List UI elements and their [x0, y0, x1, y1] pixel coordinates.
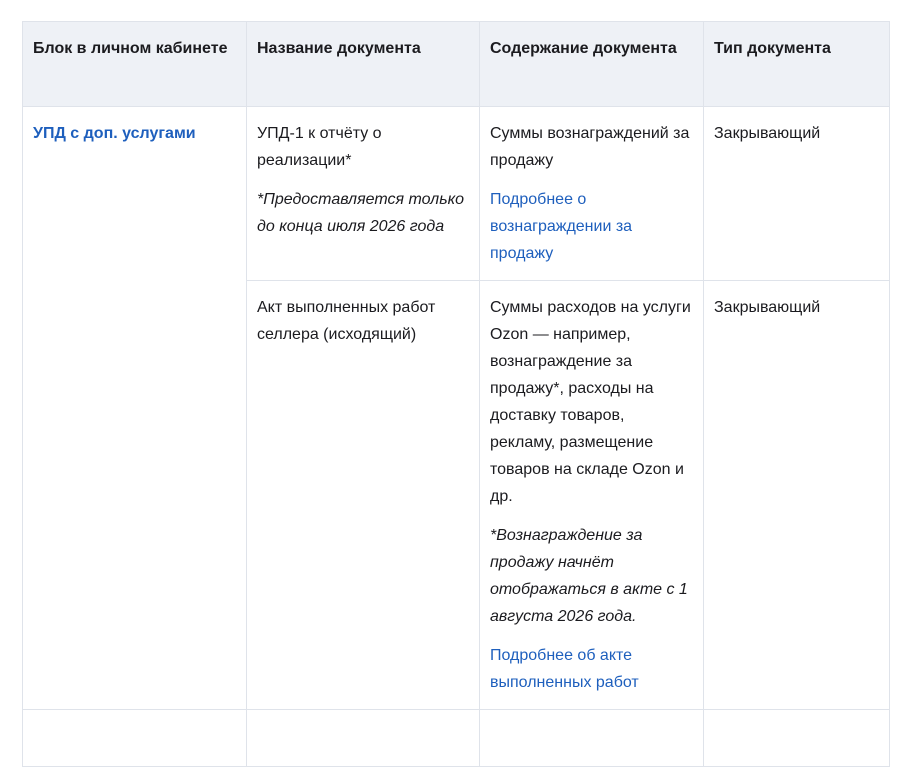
more-about-reward-link[interactable]: Подробнее о вознаграждении за продажу — [490, 191, 633, 262]
document-content-cell — [480, 107, 704, 281]
document-name-cell — [247, 281, 480, 710]
block-cell — [23, 710, 247, 767]
document-type-cell — [704, 107, 890, 281]
header-document-type: Тип документа — [704, 22, 890, 107]
header-document-name: Название документа — [247, 22, 480, 107]
document-content-cell — [480, 281, 704, 710]
table-row — [23, 710, 890, 767]
header-document-content: Содержание документа — [480, 22, 704, 107]
document-content: Суммы расходов на услуги Ozon — например, вознаграждение за продажу*, расходы на доставку товаров, рекламу, размещение товаров на складе Ozon и др. — [490, 299, 691, 505]
documents-table — [22, 21, 890, 767]
table-row — [23, 107, 890, 281]
document-name-note: *Предоставляется только до конца июля 2026 года — [257, 191, 465, 235]
document-type: Закрывающий — [714, 299, 821, 316]
table-header-row — [23, 22, 890, 107]
document-content-cell — [480, 710, 704, 767]
document-content: Суммы вознаграждений за продажу — [490, 125, 690, 169]
block-cell — [23, 107, 247, 710]
document-name: Акт выполненных работ селлера (исходящий) — [257, 299, 436, 343]
block-link-upd[interactable]: УПД с доп. услугами — [33, 125, 196, 142]
document-name: УПД-1 к отчёту о реализации* — [257, 125, 382, 169]
document-type-cell — [704, 281, 890, 710]
document-name-cell — [247, 107, 480, 281]
document-name-cell — [247, 710, 480, 767]
header-block: Блок в личном кабинете — [23, 22, 247, 107]
more-about-act-link[interactable]: Подробнее об акте выполненных работ — [490, 647, 639, 691]
document-type: Закрывающий — [714, 125, 821, 142]
document-content-note: *Вознаграждение за продажу начнёт отображаться в акте с 1 августа 2026 года. — [490, 527, 688, 625]
document-type-cell — [704, 710, 890, 767]
